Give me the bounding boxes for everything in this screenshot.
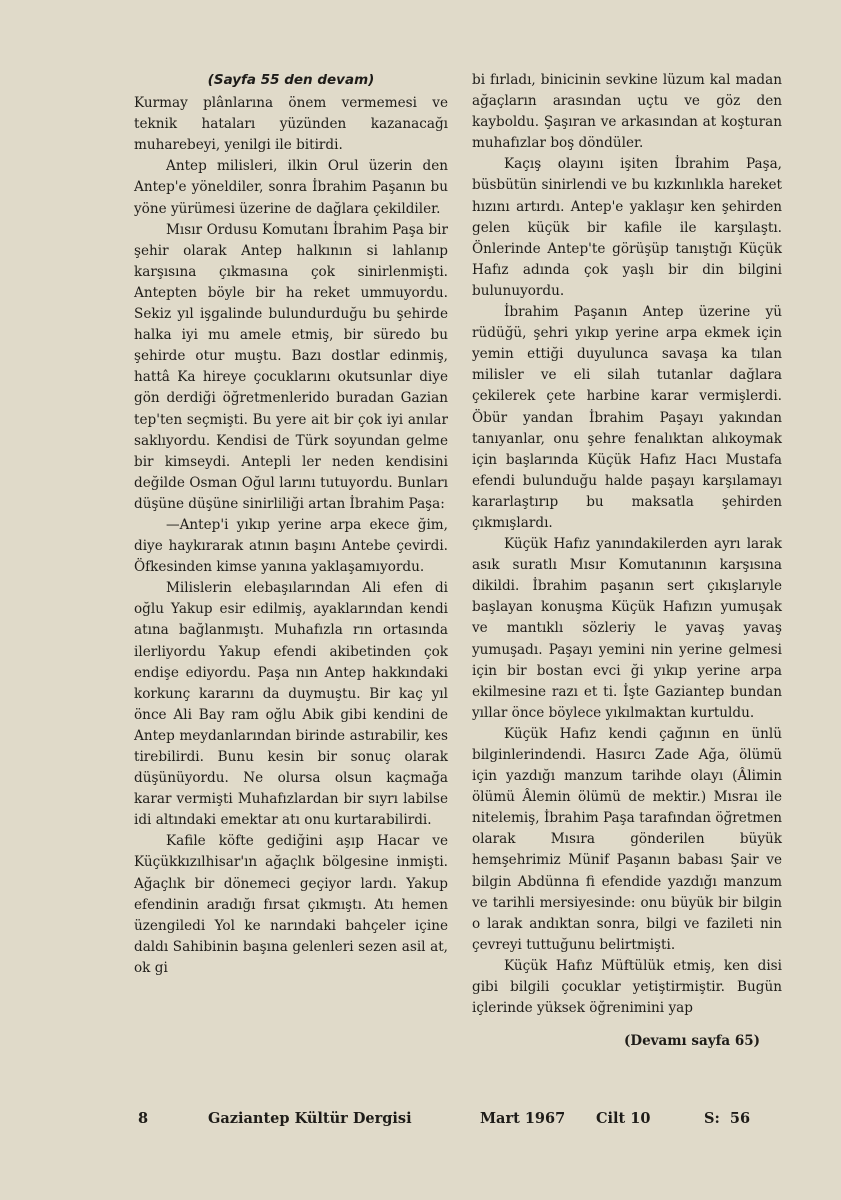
volume-number: Cilt 10 [596, 1110, 651, 1127]
paragraph: bi fırladı, binicinin sevkine lüzum kal madan ağaçların arasından uçtu ve göz den kayboldu. Şaşıran ve arkasından at koşturan muhafızlar boş döndüler. [472, 72, 782, 152]
continued-to-note: (Devamı sayfa 65) [623, 1033, 760, 1050]
journal-title: Gaziantep Kültür Dergisi [208, 1110, 412, 1127]
paragraph: Milislerin elebaşılarından Ali efen di oğlu Yakup esir edilmiş, ayaklarından kendi atına bağlanmıştı. Muhafızla rın ortasında ilerliyordu Yakup efendi akibetinden çok endişe ediyordu. Paşa nın Antep hakkındaki korkunç kararını da duymuştu. Bir kaç yıl önce Ali Bay ram oğlu Abik gibi kendini de Antep meydanlarından birinde astırabilir, kes tirebilirdi. Bunu kesin bir sonuç olarak düşünüyordu. Ne olursa olsun kaçmağa karar vermişti Muhafızlardan bir sıyrı labilse idi altındaki emektar atı onu kurtarabilirdi. [134, 580, 448, 829]
paragraph: Mısır Ordusu Komutanı İbrahim Paşa bir şehir olarak Antep halkının si lahlanıp karşısına çıkmasına çok sinirlenmişti. Antepten böyle bir ha reket ummuyordu. Sekiz yıl işgalinde bulundurduğu bu şehirde halka iyi mu amele etmiş, bir süredo bu şehirde otur muştu. Bazı dostlar edinmiş, hattâ Ka hireye çocuklarını okutsunlar diye gön derdiği öğretmenlerido buradan Gazian tep'ten seçmişti. Bu yere ait bir çok iyi anılar saklıyordu. Kendisi de Türk soyundan gelme bir kimseydi. Antepli ler neden kendisini değilde Osman Oğul larını tutuyordu. Bunları düşüne düşüne sinirliliği artan İbrahim Paşa: [134, 221, 448, 512]
paragraph: —Antep'i yıkıp yerine arpa ekece ğim, diye haykırarak atının başını Antebe çevirdi. Öfkesinden kimse yanına yaklaşamıyordu. [134, 516, 448, 576]
paragraph: Küçük Hafız Müftülük etmiş, ken disi gibi bilgili çocuklar yetiştirmiştir. Bugün içlerinde yüksek öğrenimini yap [472, 957, 782, 1017]
paragraph: İbrahim Paşanın Antep üzerine yü rüdüğü, şehri yıkıp yerine arpa ekmek için yemin ettiği duyulunca savaşa ka tılan milisler ve eli silah tutanlar dağlara çekilerek çete harbine karar vermişlerdi. Öbür yandan İbrahim Paşayı yakından tanıyanlar, onu şehre fenalıktan alıkoymak için başlarında Küçük Hafız Hacı Mustafa efendi bulunduğu halde paşayı karşılamayı kararlaştırıp bu maksatla şehirden çıkmışlardı. [472, 304, 782, 531]
right-column [472, 70, 782, 1052]
paragraph: Kurmay plânlarına önem vermemesi ve teknik hataları yüzünden kazanacağı muharebeyi, yenilgi ile bitirdi. [134, 95, 448, 154]
paragraph: Küçük Hafız kendi çağının en ünlü bilginlerindendi. Hasırcı Zade Ağa, ölümü için yazdığı manzum tarihde olayı (Âlimin ölümü Âlemin ölümü de mektir.) Mısraı ile nitelemiş, İbrahim Paşa tarafından öğretmen olarak Mısıra gönderilen büyük hemşehrimiz Münif Paşanın babası Şair ve bilgin Abdünna fi efendide yazdığı manzum ve tarihli mersiyesinde: onu büyük bir bilgin o larak andıktan sonra, bilgi ve fazileti nin çevreyi tuttuğunu belirtmişti. [472, 725, 782, 953]
issue-number: S: 56 [704, 1110, 751, 1127]
left-column [134, 70, 448, 979]
paragraph: Kafile köfte gediğini aşıp Hacar ve Küçükkızılhisar'ın ağaçlık bölgesine inmişti. Ağaçlık bir dönemeci geçiyor lardı. Yakup efendinin aradığı fırsat çıkmıştı. Atı hemen üzengiledi Yol ke narındaki bahçeler içine daldı Sahibinin başına gelenleri sezen asil at, ok gi [134, 833, 448, 976]
issue-date: Mart 1967 [480, 1110, 566, 1127]
paragraph: Antep milisleri, ilkin Orul üzerin den Antep'e yöneldiler, sonra İbrahim Paşanın bu yöne yürümesi üzerine de dağlara çekildiler. [134, 158, 448, 217]
continued-from-note: (Sayfa 55 den devam) [207, 72, 375, 88]
paragraph: Kaçış olayını işiten İbrahim Paşa, büsbütün sinirlendi ve bu kızkınlıkla hareket hızını artırdı. Antep'e yaklaşır ken şehirden gelen küçük bir kafile ile karşılaştı. Önlerinde Antep'te görüşüp tanıştığı Küçük Hafız adında çok yaşlı bir din bilgini bulunuyordu. [472, 156, 782, 299]
page-number: 8 [138, 1110, 149, 1127]
paragraph: Küçük Hafız yanındakilerden ayrı larak asık suratlı Mısır Komutanının karşısına dikildi. İbrahim paşanın sert çıkışlarıyle başlayan konuşma Küçük Hafızın yumuşak ve mantıklı sözleriy le yavaş yavaş yumuşadı. Paşayı yemini nin yerine gelmesi için bir bostan evci ği yıkıp yerine arpa ekilmesine razı et ti. İşte Gaziantep bundan yıllar önce böylece yıkılmaktan kurtuldu. [472, 536, 782, 721]
